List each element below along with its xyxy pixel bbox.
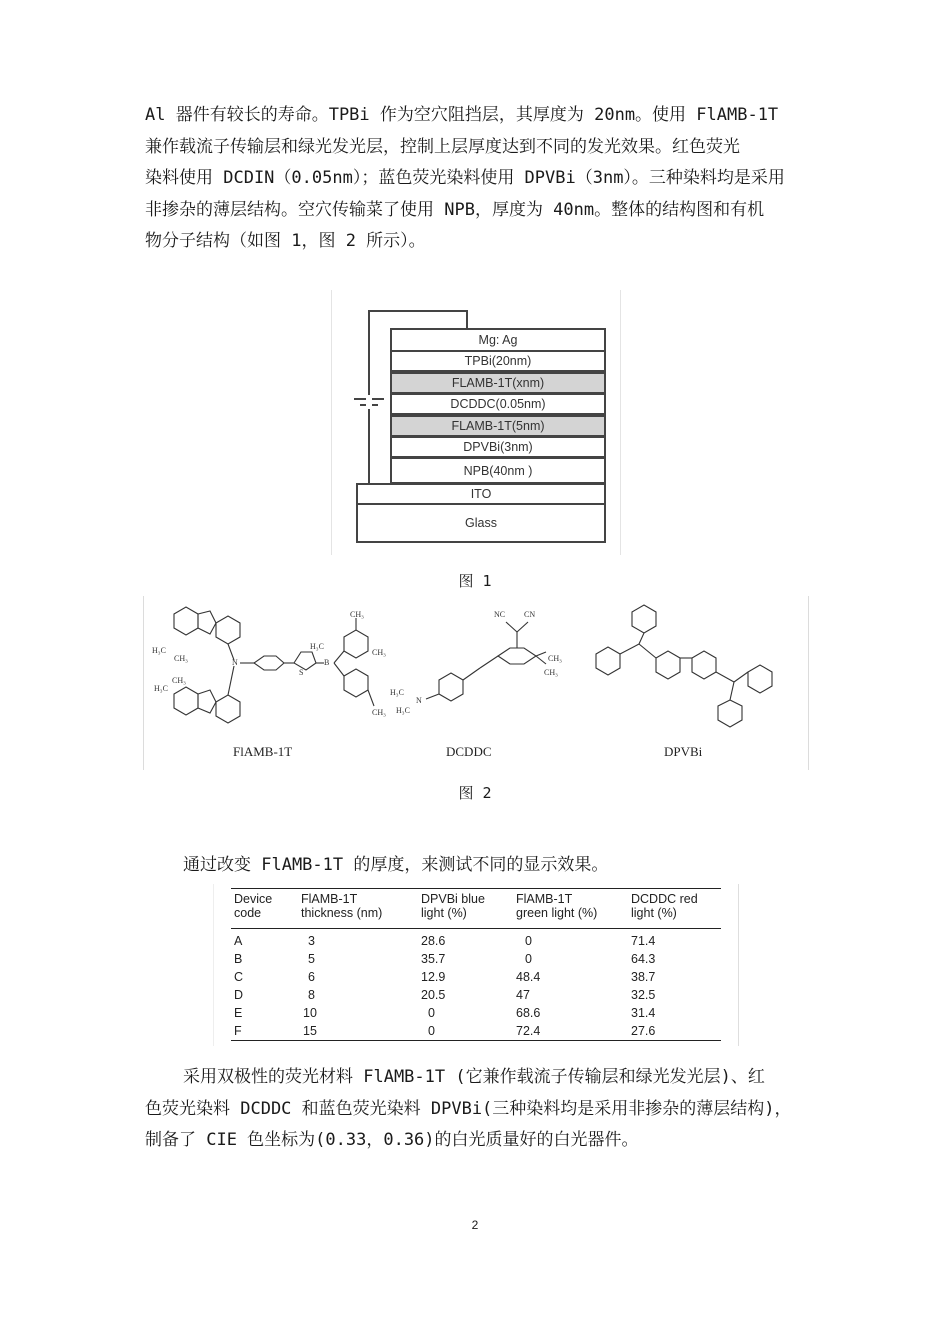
molecule-label-dpvbi: DPVBi xyxy=(664,744,703,759)
layer-flamb-x: FLAMB-1T(xnm) xyxy=(390,372,606,394)
table-top-rule xyxy=(231,888,721,889)
cell-blue: 20.5 xyxy=(421,988,446,1002)
cell-thickness: 6 xyxy=(308,970,315,984)
cell-red: 38.7 xyxy=(631,970,656,984)
cell-blue: 35.7 xyxy=(421,952,446,966)
text-line: 非掺杂的薄层结构。空穴传输菜了使用 NPB，厚度为 40nm。整体的结构图和有机 xyxy=(145,199,765,220)
atom-label: CH₃ xyxy=(372,648,386,657)
text-line: 色荧光染料 DCDDC 和蓝色荧光染料 DPVBi(三种染料均是采用非掺杂的薄层结构)， xyxy=(145,1098,792,1119)
cell-thickness: 15 xyxy=(303,1024,317,1038)
dcddc-molecule xyxy=(426,622,546,701)
layer-dcddc: DCDDC(0.05nm) xyxy=(390,393,606,415)
header-red: DCDDC red light (%) xyxy=(631,892,698,920)
atom-label: H₃C xyxy=(390,688,404,697)
layer-ito: ITO xyxy=(356,483,606,505)
cell-thickness: 10 xyxy=(303,1006,317,1020)
atom-label: H₃C xyxy=(396,706,410,715)
cell-red: 64.3 xyxy=(631,952,656,966)
layer-flamb-5: FLAMB-1T(5nm) xyxy=(390,415,606,437)
cell-red: 71.4 xyxy=(631,934,656,948)
layer-glass: Glass xyxy=(356,503,606,543)
atom-label: NC xyxy=(494,610,506,619)
layer-tpbi: TPBi(20nm) xyxy=(390,350,606,372)
atom-label: CH₃ xyxy=(172,676,186,685)
device-structure-figure xyxy=(331,290,621,555)
cell-green: 0 xyxy=(525,934,532,948)
atom-label: H₃C xyxy=(310,642,324,651)
cell-red: 27.6 xyxy=(631,1024,656,1038)
header-device: Device code xyxy=(234,892,273,920)
text-line: 制备了 CIE 色坐标为(0.33，0.36)的白光质量好的白光器件。 xyxy=(145,1130,639,1150)
battery-gap xyxy=(366,395,372,409)
cell-code: B xyxy=(234,952,243,966)
header-thickness: FlAMB-1T thickness (nm) xyxy=(301,892,383,920)
atom-label: CN xyxy=(524,610,536,619)
atom-label: CH₃ xyxy=(174,654,188,663)
cell-code: A xyxy=(234,934,243,948)
circuit-wire-down xyxy=(466,310,468,330)
cell-green: 47 xyxy=(516,988,530,1002)
text-line: 染料使用 DCDIN（0.05nm）；蓝色荧光染料使用 DPVBi（3nm）。三种染料均是采用 xyxy=(145,168,785,188)
cell-red: 32.5 xyxy=(631,988,656,1002)
thickness-note: 通过改变 FlAMB-1T 的厚度，来测试不同的显示效果。 xyxy=(183,855,609,875)
cell-blue: 12.9 xyxy=(421,970,446,984)
atom-label: CH₃ xyxy=(350,610,364,619)
atom-label: N xyxy=(232,658,238,667)
cell-green: 72.4 xyxy=(516,1024,541,1038)
text-line: Al 器件有较长的寿命。TPBi 作为空穴阻挡层，其厚度为 20nm。使用 FlAMB-1T xyxy=(145,105,779,125)
cell-green: 68.6 xyxy=(516,1006,541,1020)
cell-thickness: 8 xyxy=(308,988,315,1002)
layer-npb: NPB(40nm ) xyxy=(390,457,606,484)
dpvbi-molecule xyxy=(596,605,772,727)
intro-paragraph xyxy=(145,100,815,258)
atom-label: B xyxy=(324,658,330,667)
cell-blue: 28.6 xyxy=(421,934,446,948)
atom-label: H₃C xyxy=(152,646,166,655)
cell-code: F xyxy=(234,1024,242,1038)
atom-label: H₃C xyxy=(154,684,168,693)
cell-code: C xyxy=(234,970,244,984)
cell-blue: 0 xyxy=(428,1006,435,1020)
cell-blue: 0 xyxy=(428,1024,435,1038)
figure2-caption: 图 2 xyxy=(458,784,492,802)
atom-label: CH₃ xyxy=(548,654,562,663)
text-line: 物分子结构（如图 1，图 2 所示）。 xyxy=(145,231,426,251)
layer-dpvbi: DPVBi(3nm) xyxy=(390,436,606,458)
header-green: FlAMB-1T green light (%) xyxy=(516,892,598,920)
page-number: 2 xyxy=(471,1218,479,1232)
text-line: 兼作载流子传输层和绿光发光层，控制上层厚度达到不同的发光效果。红色荧光 xyxy=(145,136,740,157)
atom-label: S xyxy=(299,668,304,677)
conclusion-paragraph xyxy=(145,1062,815,1157)
table-header-rule xyxy=(231,928,721,929)
molecular-structures-figure xyxy=(143,596,809,770)
layer-cathode: Mg: Ag xyxy=(390,328,606,352)
cell-code: D xyxy=(234,988,244,1002)
cell-thickness: 5 xyxy=(308,952,315,966)
molecule-label-dcddc: DCDDC xyxy=(446,744,492,759)
table-bottom-rule xyxy=(231,1040,721,1041)
figure1-caption: 图 1 xyxy=(458,572,492,590)
molecule-label-flamb: FlAMB-1T xyxy=(233,744,293,759)
text-line: 采用双极性的荧光材料 FlAMB-1T (它兼作载流子传输层和绿光发光层)、红 xyxy=(183,1067,765,1087)
circuit-wire-top xyxy=(368,310,468,312)
device-table xyxy=(213,884,739,1046)
flamb-molecule xyxy=(174,607,374,723)
cell-thickness: 3 xyxy=(308,934,315,948)
cell-code: E xyxy=(234,1006,243,1020)
atom-label: CH₃ xyxy=(372,708,386,717)
header-blue: DPVBi blue light (%) xyxy=(421,892,485,920)
atom-label: N xyxy=(416,696,422,705)
atom-label: CH₃ xyxy=(544,668,558,677)
cell-red: 31.4 xyxy=(631,1006,656,1020)
cell-green: 0 xyxy=(525,952,532,966)
cell-green: 48.4 xyxy=(516,970,541,984)
